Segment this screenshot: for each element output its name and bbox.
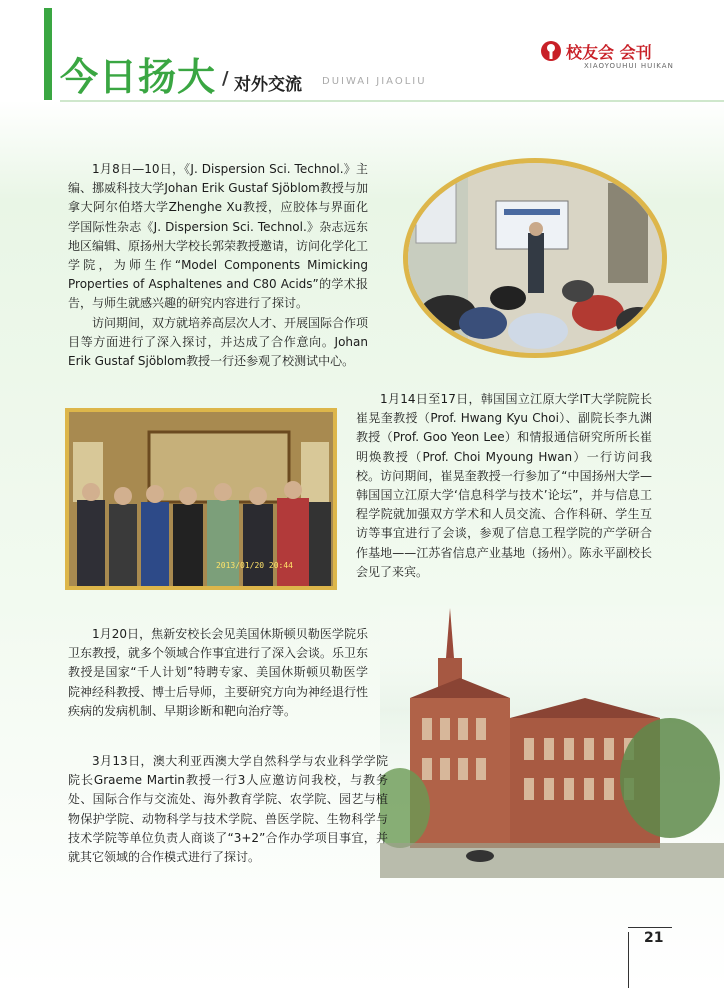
photo-timestamp: 2013/01/20 20:44	[215, 561, 293, 570]
article-1-continuation: 访问期间，双方就培养高层次人才、开展国际合作项目等方面进行了深入探讨，并达成了合作意向。Johan Erik Gustaf Sjöblom教授一行还参观了校测试中心。	[68, 315, 369, 369]
group-photo	[65, 408, 337, 590]
title-slash: /	[222, 68, 229, 89]
article-paragraph-4: 3月13日，澳大利亚西澳大学自然科学与农业科学学院院长Graeme Martin教授一行3人应邀访问我校，与教务处、国际合作与交流处、海外教育学院、农学院、园艺与植物保护学院、动物科学与技术学院、兽医学院、生物科学与技术学院等单位负责人商谈了“3+2”合作办学项目事宜，并就其它领域的合作模式进行了探讨。	[68, 754, 388, 865]
header-divider	[60, 100, 724, 102]
page-title: 今日扬大	[60, 55, 217, 99]
magazine-name: 校友会 会刊	[566, 43, 652, 62]
section-pinyin: DUIWAI JIAOLIU	[322, 76, 427, 87]
section-title: 对外交流	[234, 75, 302, 95]
magazine-pinyin: XIAOYOUHUI HUIKAN	[584, 62, 674, 70]
page-number: 21	[644, 930, 664, 946]
lecture-photo	[403, 158, 667, 358]
page-number-rule	[628, 927, 672, 928]
alumni-logo-icon	[540, 40, 562, 62]
header-accent-strip	[44, 8, 52, 100]
campus-building-illustration	[380, 598, 724, 878]
article-paragraph-1	[68, 160, 368, 371]
article-paragraph-3: 1月20日，焦新安校长会见美国休斯顿贝勒医学院乐卫东教授，就多个领域合作事宜进行了深入会谈。乐卫东教授是国家“千人计划”特聘专家、美国休斯顿贝勒医学院神经科教授、博士后导师，主要研究方向为神经退行性疾病的发病机制、早期诊断和靶向治疗等。	[68, 627, 369, 718]
article-1-text: 1月8日—10日，《J. Dispersion Sci. Technol.》主编、挪威科技大学Johan Erik Gustaf Sjöblom教授与加拿大阿尔伯塔大学Zhenghe Xu教授，应胶体与界面化学国际性杂志《J. Dispersion Sci. Technol.》杂志远东地区编辑、原扬州大学校长郭荣教授邀请，访问化学化工学院，为师生作“Model Components Mimicking Properties of Asphaltenes and C80 Acids”的学术报告，与师生就感兴趣的研究内容进行了探讨。	[68, 162, 369, 311]
page-number-vrule	[628, 932, 629, 988]
article-paragraph-2: 1月14日至17日，韩国国立江原大学IT大学院院长崔晃奎教授（Prof. Hwang Kyu Choi）、副院长李九渊教授（Prof. Goo Yeon Lee）和情报通信研究所所长崔明焕教授（Prof. Choi Myoung Hwan）一行访问我校。访问期间，崔晃奎教授一行参加了“中国扬州大学—韩国国立江原大学‘信息科学与技术’论坛”，并与信息工程学院就加强双方学术和人员交流、合作科研、学生互访等事宜进行了会谈，参观了信息工程学院的产学研合作基地——江苏省信息产业基地（扬州）。陈永平副校长会见了来宾。	[356, 392, 652, 579]
